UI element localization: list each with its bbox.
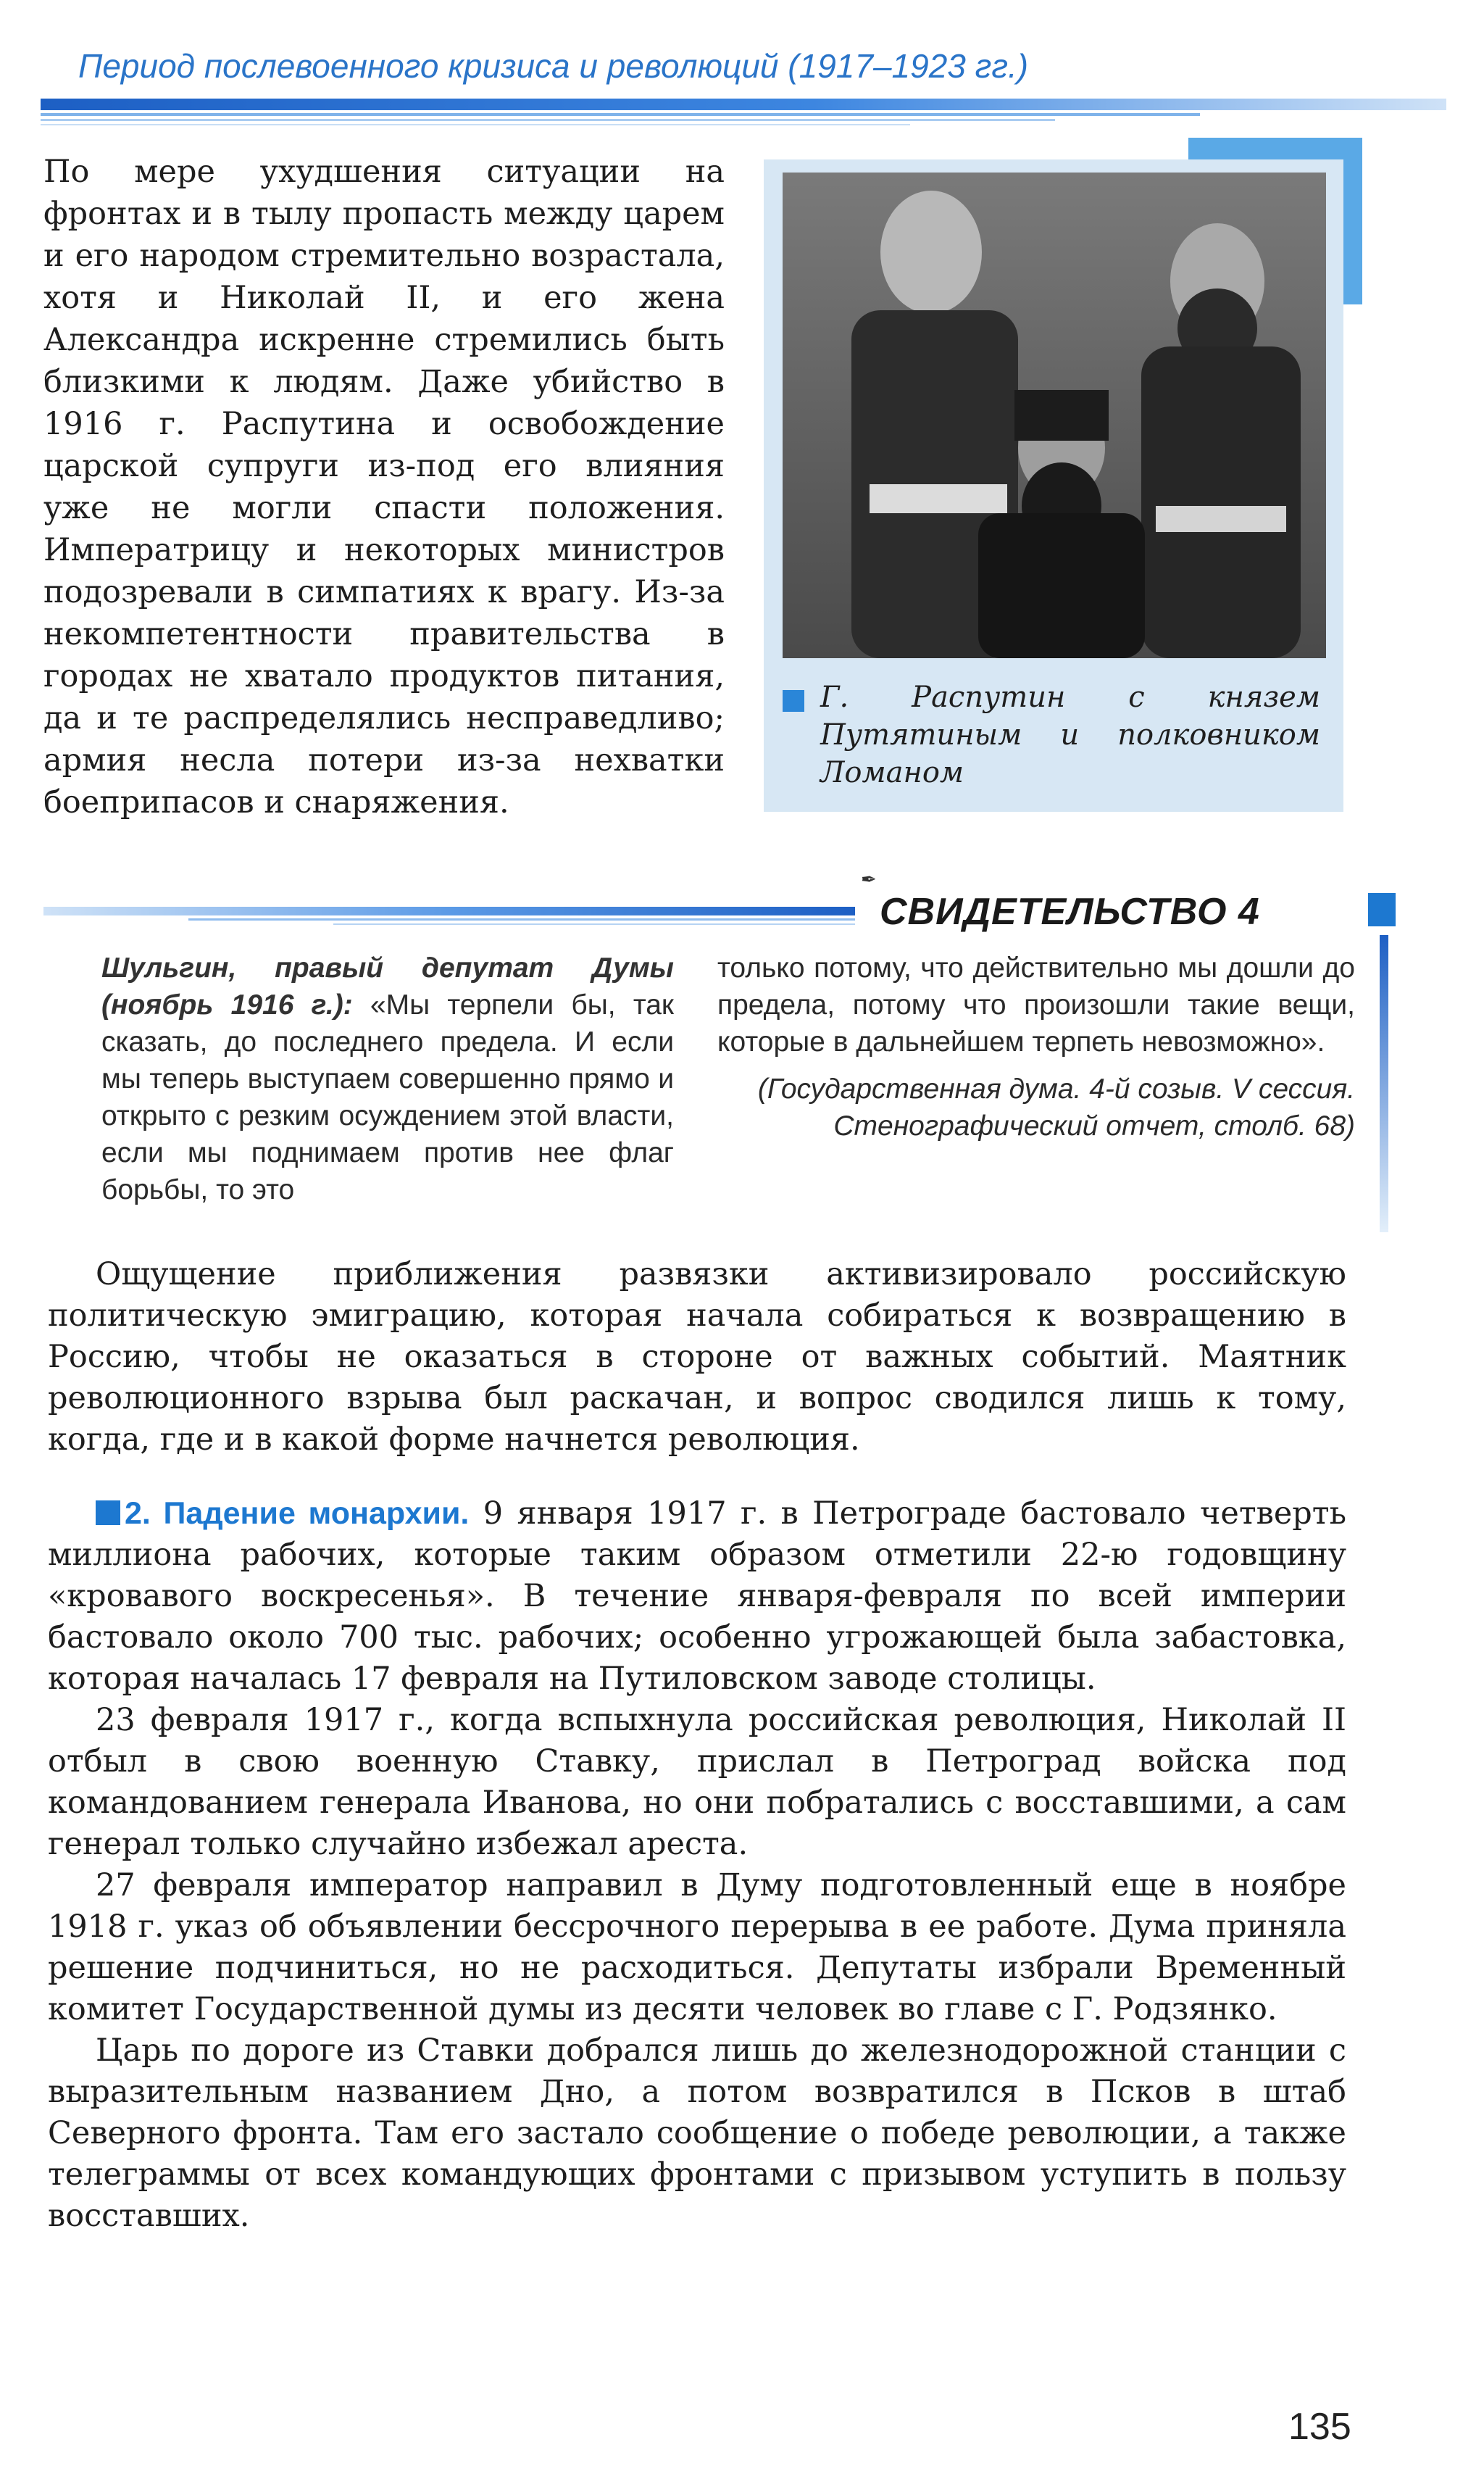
- header-rule: [41, 94, 1446, 130]
- pen-mark: ✒: [861, 868, 877, 890]
- evidence-marker: [1368, 893, 1396, 926]
- evidence-quote-1: «Мы терпели бы, так сказать, до последнего предела. И если мы теперь выступаем совершенно прямо и открыто с резким осуждением этой власти, если мы поднимаем против нее флаг борьбы, то это: [101, 989, 674, 1205]
- section-paragraph-4: Царь по дороге из Ставки добрался лишь до железнодорожной станции с выразительным названием Дно, а потом возвратился в Псков в штаб Северного фронта. Там его застало сообщение о победе революции, а также телеграммы от всех командующих фронтами с призывом уступить в пользу восставших.: [48, 2032, 1346, 2234]
- evidence-quote-2: только потому, что действительно мы дошли до предела, потому что произошли такие вещи, которые в дальнейшем терпеть невозможно».: [717, 952, 1355, 1058]
- section-fall-of-monarchy: [48, 1493, 1346, 2237]
- evidence-title: СВИДЕТЕЛЬСТВО 4: [880, 891, 1260, 933]
- evidence-author: Шульгин, правый депутат Думы (ноябрь 1916 г.):: [101, 952, 674, 1021]
- running-header: Период послевоенного кризиса и революций (1917–1923 гг.): [78, 47, 1029, 85]
- section-paragraph-3: 27 февраля император направил в Думу подготовленный еще в ноябре 1918 г. указ об объявлении бессрочного перерыва в ее работе. Дума приняла решение подчиниться, но не расходиться. Депутаты избрали Временный комитет Государственной думы из десяти человек во главе с Г. Родзянко.: [48, 1867, 1346, 2027]
- caption-marker: [783, 690, 804, 712]
- evidence-side-bar: [1377, 935, 1391, 1232]
- photo-caption: Г. Распутин с князем Путятиным и полковником Ломаном: [820, 681, 1320, 789]
- evidence-source: (Государственная дума. 4-й созыв. V сессия. Стенографический отчет, столб. 68): [757, 1073, 1355, 1142]
- section-paragraph-2: 23 февраля 1917 г., когда вспыхнула российская революция, Николай II отбыл в свою военную Ставку, прислал в Петроград войска под командованием генерала Иванова, но они побратались с восставшими, а сам генерал только случайно избежал ареста.: [48, 1702, 1346, 1862]
- historical-photo: [783, 173, 1326, 658]
- section-title: 2. Падение монархии.: [125, 1496, 470, 1531]
- section-paragraph-1: 2. Падение монархии. 9 января 1917 г. в Петрограде бастовало четверть миллиона рабочих, которые таким образом отметили 22-ю годовщину «кровавого воскресенья». В течение января-февраля по всей империи бастовало около 700 тыс. рабочих; особенно угрожающей была забастовка, которая началась 17 февраля на Путиловском заводе столицы.: [48, 1495, 1347, 1697]
- intro-paragraph: По мере ухудшения ситуации на фронтах и в тылу пропасть между царем и его народом стремительно возрастала, хотя и Николай II, и его жена Александра искренне стремились быть близкими к людям. Даже убийство в 1916 г. Распутина и освобождение царской супруги из-под его влияния уже не могли спасти положения. Императрицу и некоторых министров подозревали в симпатиях к врагу. Из-за некомпетентности правительства в городах не хватало продуктов питания, да и те распределялись несправедливо; армия несла потери из-за нехватки боеприпасов и снаряжения.: [43, 154, 725, 821]
- evidence-rule: [43, 902, 855, 931]
- evidence-column-1: [101, 950, 674, 1208]
- page-number: 135: [1288, 2406, 1351, 2448]
- emigration-paragraph: Ощущение приближения развязки активизировало российскую политическую эмиграцию, которая начала собираться к возвращению в Россию, чтобы не оказаться в стороне от важных событий. Маятник революционного взрыва был раскачан, и вопрос сводился лишь к тому, когда, где и в какой форме начнется революция.: [48, 1256, 1346, 1458]
- section-marker: [96, 1500, 120, 1525]
- evidence-column-2: [717, 950, 1355, 1145]
